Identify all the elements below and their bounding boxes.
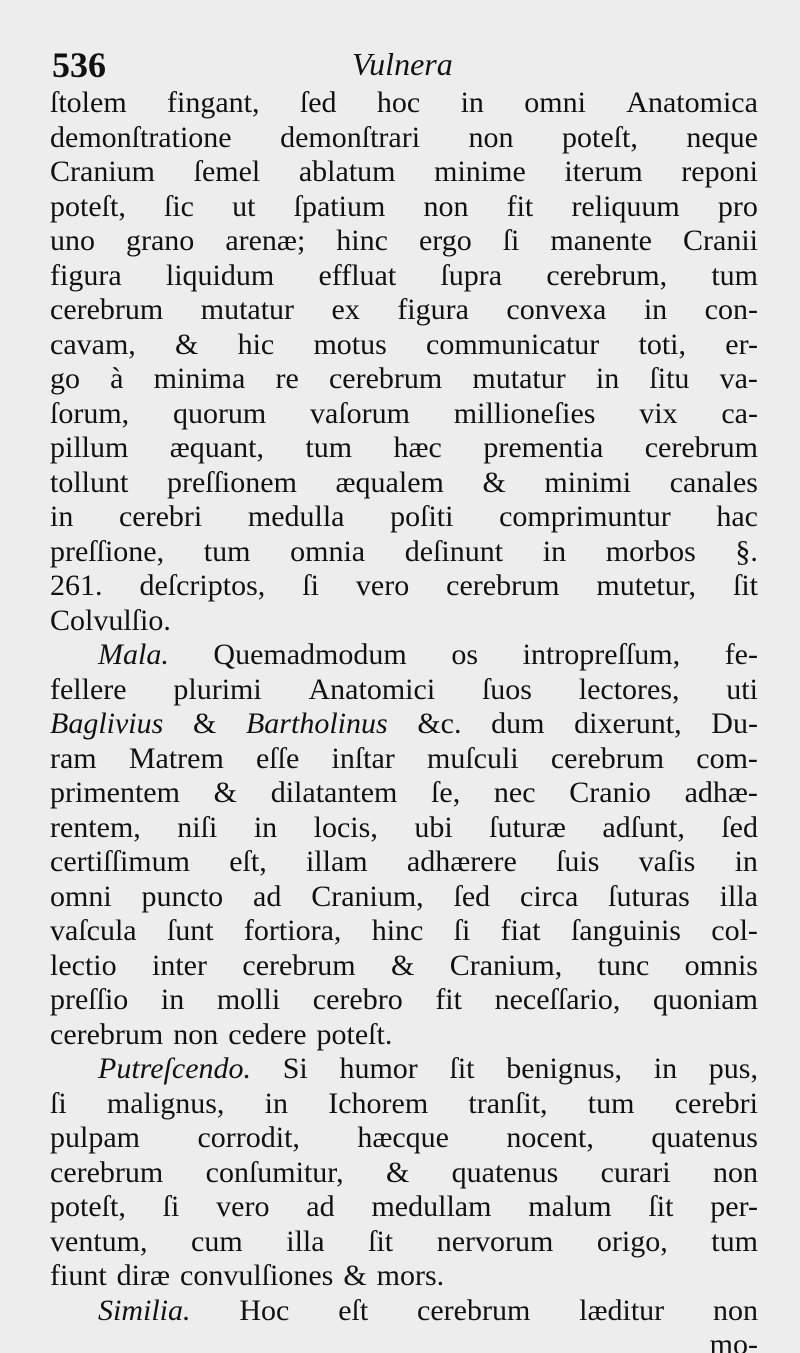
word: plurimi <box>173 672 262 706</box>
word: primentem <box>50 776 180 809</box>
text-line <box>50 190 758 225</box>
word: mo- <box>709 1328 758 1353</box>
word: non <box>423 189 469 223</box>
word: tum <box>711 258 758 292</box>
word: locis, <box>313 810 378 844</box>
word: ſi <box>302 569 319 602</box>
word: fingant, <box>167 86 260 119</box>
text-line <box>50 845 758 880</box>
word: mutetur, <box>596 569 697 602</box>
word: vaſorum <box>310 396 411 430</box>
word: & <box>482 465 506 499</box>
word: pro <box>717 189 758 223</box>
word: Cranium, <box>311 879 424 913</box>
word: preſſio <box>50 983 129 1016</box>
word: col- <box>711 914 758 947</box>
word: fit <box>435 983 462 1016</box>
word: adhæ- <box>684 776 758 809</box>
word: Cranii <box>683 224 758 257</box>
word: liquidum <box>165 258 275 292</box>
word: per- <box>710 1190 758 1223</box>
word: tum <box>711 1224 758 1258</box>
word: reliquum <box>571 189 680 223</box>
word: in <box>643 293 668 326</box>
word: hoc <box>376 86 421 119</box>
text-line <box>50 1018 758 1053</box>
word: vix <box>639 396 678 430</box>
word: tum <box>305 431 353 464</box>
word: 261. <box>50 569 103 602</box>
word: curari <box>600 1155 671 1189</box>
word: motus <box>313 327 387 361</box>
word: ſuturas <box>608 879 690 913</box>
word: millioneſies <box>453 396 596 430</box>
word: Cranio <box>569 776 651 809</box>
word: ſic <box>163 189 194 223</box>
word: Hoc <box>239 1293 290 1327</box>
word: tum <box>203 534 251 568</box>
word: diræ <box>116 1259 171 1292</box>
text-line <box>50 707 758 742</box>
word: preſſionem <box>166 465 297 499</box>
word: fe- <box>724 638 758 671</box>
word: demonſtrari <box>280 120 421 154</box>
word: lectores, <box>578 672 680 706</box>
word: arenæ; <box>225 224 306 257</box>
text-line <box>50 811 758 846</box>
word: ſtolem <box>50 86 127 119</box>
text-line <box>50 638 758 673</box>
word: neque <box>686 120 758 154</box>
word: hic <box>237 327 275 361</box>
word: omni <box>50 879 112 913</box>
word: cum <box>191 1224 243 1258</box>
word: medullam <box>371 1190 492 1223</box>
text-line <box>50 1087 758 1122</box>
word: ſi <box>453 914 471 947</box>
word: prementia <box>483 431 604 464</box>
word: convulſiones <box>180 1259 334 1292</box>
word: Du- <box>711 707 758 740</box>
word: illa <box>286 1224 325 1258</box>
word: ut <box>232 189 256 223</box>
word: Baglivius <box>50 707 164 740</box>
word: iterum <box>564 155 643 188</box>
word: quoniam <box>652 983 758 1016</box>
word: non <box>173 1017 219 1051</box>
text-line <box>50 1225 758 1260</box>
text-line <box>50 431 758 466</box>
word: vaſis <box>638 845 696 878</box>
word: Matrem <box>128 741 224 775</box>
word: humor <box>339 1052 418 1085</box>
word: omnia <box>290 534 366 568</box>
word: Cranium <box>50 155 155 188</box>
word: cerebrum <box>550 741 665 775</box>
word: mors. <box>376 1259 445 1292</box>
text-line <box>50 604 758 639</box>
word: fiunt <box>50 1259 107 1292</box>
word: & <box>213 776 238 809</box>
word: eſt <box>338 1293 369 1327</box>
word: os <box>451 638 479 671</box>
word: rentem, <box>50 810 141 844</box>
word: non <box>468 120 514 154</box>
word: mutatur <box>472 362 566 395</box>
page-number: 536 <box>52 45 106 85</box>
word: pillum <box>50 431 129 464</box>
word: ſi <box>502 224 520 257</box>
word: illa <box>719 879 758 913</box>
word: ſed <box>721 810 758 844</box>
word: quorum <box>172 396 267 430</box>
word: cerebrum <box>50 1155 164 1189</box>
word: in <box>253 810 278 844</box>
word: intropreſſum, <box>522 638 681 671</box>
word: com- <box>696 741 758 775</box>
word: medulla <box>247 500 345 533</box>
word: Quemadmodum <box>213 638 407 671</box>
word: ſitu <box>649 362 690 395</box>
word: ſuos <box>481 672 532 706</box>
word: dum <box>491 707 545 740</box>
word: cerebrum <box>446 569 560 602</box>
word: ergo <box>418 224 472 257</box>
text-line <box>50 1259 758 1294</box>
text-line <box>50 949 758 984</box>
word: Si <box>282 1052 308 1085</box>
word: neceſſario, <box>494 983 621 1016</box>
text-line <box>50 1156 758 1191</box>
word: hinc <box>336 224 388 257</box>
word: Cranium, <box>449 948 563 982</box>
word: tranſit, <box>468 1086 548 1120</box>
word: pus, <box>708 1052 758 1085</box>
text-line <box>50 500 758 535</box>
word: cerebri <box>674 1086 758 1120</box>
text-line <box>50 776 758 811</box>
word: Mala. <box>98 638 169 671</box>
word: manente <box>550 224 652 257</box>
word: fit <box>506 189 534 223</box>
text-line <box>50 914 758 949</box>
text-line <box>50 466 758 501</box>
word: nocent, <box>506 1121 594 1154</box>
word: quatenus <box>451 1155 559 1189</box>
text-line <box>50 1052 758 1087</box>
word: fortiora, <box>243 914 342 947</box>
word: ventum, <box>50 1224 148 1258</box>
word: poteſt, <box>562 120 638 154</box>
word: adhærere <box>406 845 517 878</box>
word: æqualem <box>335 465 444 499</box>
word: malignus, <box>106 1086 225 1120</box>
word: à <box>110 362 124 395</box>
word: dixerunt, <box>574 707 682 740</box>
word: tum <box>587 1086 635 1120</box>
word: effluat <box>318 258 397 292</box>
word: in <box>264 1086 288 1120</box>
word: muſculi <box>426 741 519 775</box>
body-text <box>50 86 758 1353</box>
running-head: Vulnera <box>352 46 453 82</box>
text-line <box>50 293 758 328</box>
word: tunc <box>597 948 650 982</box>
word: minima <box>153 362 246 395</box>
text-line <box>50 535 758 570</box>
word: puncto <box>141 879 224 913</box>
word: canales <box>669 465 758 499</box>
word: in <box>460 86 484 119</box>
word: niſi <box>177 810 218 844</box>
word: ſit <box>732 569 758 602</box>
word: poteſt, <box>50 189 126 223</box>
word: ſpatium <box>293 189 386 223</box>
word: malum <box>528 1190 612 1223</box>
text-line <box>50 397 758 432</box>
word: figura <box>397 293 469 326</box>
word: ram <box>50 741 97 775</box>
word: dilatantem <box>270 776 398 809</box>
word: ſi <box>50 1086 67 1120</box>
word: certiſſimum <box>50 845 190 878</box>
word: omnis <box>684 948 758 982</box>
text-line <box>50 742 758 777</box>
word: nec <box>493 776 536 809</box>
word: Colvulſio. <box>50 603 171 637</box>
word: lectio <box>50 948 117 982</box>
word: deſcriptos, <box>139 569 266 602</box>
text-line <box>50 983 758 1018</box>
word: ſit <box>368 1224 394 1258</box>
word: Ichorem <box>328 1086 429 1120</box>
word: figura <box>50 258 122 292</box>
word: hinc <box>371 914 424 947</box>
word: poſiti <box>390 500 454 533</box>
word: ſemel <box>193 155 261 188</box>
word: in <box>542 534 567 568</box>
word: cerebrum <box>644 431 758 464</box>
word: benignus, <box>506 1052 623 1085</box>
word: &c. <box>417 707 462 740</box>
word: ſorum, <box>50 396 130 430</box>
word: §. <box>735 534 758 568</box>
word: corrodit, <box>197 1121 300 1154</box>
word: Similia. <box>98 1293 191 1327</box>
word: in <box>160 983 185 1016</box>
text-line <box>50 880 758 915</box>
text-line <box>50 1294 758 1329</box>
word: ſit <box>449 1052 475 1085</box>
word: in <box>653 1052 678 1085</box>
text-line <box>50 673 758 708</box>
word: er- <box>725 327 758 361</box>
text-line <box>50 121 758 156</box>
word: minime <box>434 155 526 188</box>
word: ad <box>306 1190 335 1223</box>
text-line <box>50 1190 758 1225</box>
word: convexa <box>506 293 607 326</box>
text-line <box>50 86 758 121</box>
text-line <box>50 328 758 363</box>
text-line <box>50 569 758 604</box>
word: fellere <box>50 672 127 706</box>
word: non <box>712 1155 758 1189</box>
word: poteſt, <box>50 1190 126 1223</box>
word: cerebrum <box>417 1293 531 1327</box>
word: & <box>385 1155 410 1189</box>
word: ex <box>331 293 360 326</box>
word: & <box>192 707 217 740</box>
text-line <box>50 224 758 259</box>
word: ſuis <box>556 845 600 878</box>
word: cerebrum <box>242 948 356 982</box>
word: vaſcula <box>50 914 137 947</box>
word: reponi <box>681 155 758 188</box>
text-line <box>50 362 758 397</box>
word: quatenus <box>651 1121 758 1154</box>
word: cedere <box>228 1017 307 1051</box>
word: & <box>391 948 415 982</box>
word: eſſe <box>255 741 300 775</box>
word: morbos <box>605 534 696 568</box>
word: demonſtratione <box>50 120 232 154</box>
word: toti, <box>638 327 687 361</box>
text-line <box>50 155 758 190</box>
word: vero <box>355 569 410 602</box>
word: nervorum <box>436 1224 554 1258</box>
text-line <box>50 259 758 294</box>
word: & <box>343 1259 367 1292</box>
word: ſunt <box>166 914 214 947</box>
word: pulpam <box>50 1121 140 1154</box>
word: in <box>50 500 74 533</box>
word: con- <box>704 293 758 326</box>
word: tollunt <box>50 465 129 499</box>
word: conſumitur, <box>205 1155 344 1189</box>
text-line <box>50 1328 758 1353</box>
word: Bartholinus <box>245 707 388 740</box>
word: cerebri <box>118 500 203 533</box>
word: uti <box>726 672 758 706</box>
word: æquant, <box>169 431 264 464</box>
word: cerebrum, <box>546 258 668 292</box>
word: ſuturæ <box>489 810 566 844</box>
word: poteſt. <box>316 1017 393 1051</box>
word: in <box>734 845 758 878</box>
word: ſed <box>299 86 337 119</box>
word: preſſione, <box>50 534 165 568</box>
word: re <box>275 362 299 395</box>
word: adſunt, <box>602 810 685 844</box>
word: ca- <box>721 396 758 430</box>
word: communicatur <box>426 327 600 361</box>
word: læditur <box>579 1293 665 1327</box>
word: illam <box>305 845 368 878</box>
word: fiat <box>500 914 541 947</box>
word: vero <box>216 1190 270 1223</box>
word: ſe, <box>431 776 461 809</box>
word: cerebrum <box>50 1017 164 1051</box>
word: cavam, <box>50 327 136 361</box>
word: circa <box>520 879 579 913</box>
word: ſi <box>162 1190 180 1223</box>
word: eſt, <box>229 845 267 878</box>
text-line <box>50 1121 758 1156</box>
word: Anatomici <box>308 672 436 706</box>
word: cerebrum <box>328 362 443 395</box>
word: ubi <box>414 810 453 844</box>
word: va- <box>719 362 758 395</box>
word: deſinunt <box>404 534 504 568</box>
word: go <box>50 362 80 395</box>
word: cerebrum <box>50 293 164 326</box>
word: in <box>595 362 620 395</box>
word: molli <box>216 983 281 1016</box>
word: hac <box>716 500 758 533</box>
word: minimi <box>544 465 632 499</box>
word: Anatomica <box>626 86 758 119</box>
word: Putreſcendo. <box>98 1052 252 1085</box>
word: comprimuntur <box>499 500 671 533</box>
word: origo, <box>596 1224 668 1258</box>
word: ad <box>253 879 282 913</box>
word: & <box>175 327 199 361</box>
word: cerebro <box>312 983 403 1016</box>
word: hæc <box>393 431 442 464</box>
word: ablatum <box>298 155 396 188</box>
word: ſanguinis <box>570 914 681 947</box>
word: uno <box>50 224 95 257</box>
word: ſit <box>648 1190 674 1223</box>
word: mutatur <box>200 293 295 326</box>
word: inter <box>152 948 207 982</box>
word: hæcque <box>357 1121 449 1154</box>
word: ſed <box>453 879 491 913</box>
word: grano <box>126 224 195 257</box>
word: ſupra <box>440 258 503 292</box>
word: omni <box>524 86 586 119</box>
word: non <box>713 1293 758 1327</box>
word: inſtar <box>331 741 395 775</box>
